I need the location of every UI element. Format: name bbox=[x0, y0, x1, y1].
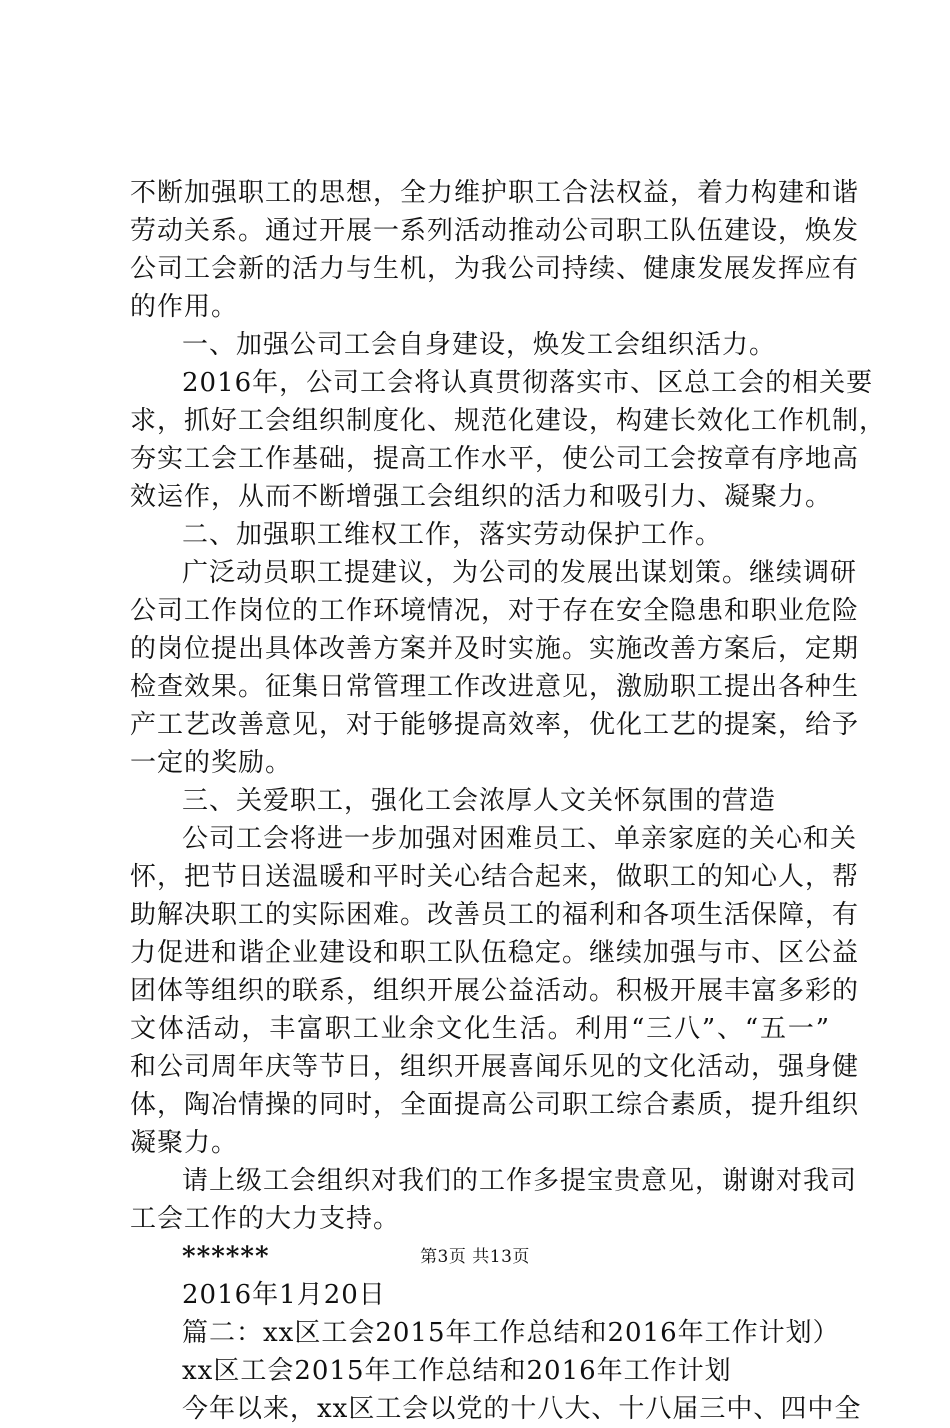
text-line: 劳动关系。通过开展一系列活动推动公司职工队伍建设，焕发 bbox=[130, 216, 860, 246]
text-line: 今年以来，xx区工会以党的十八大、十八届三中、四中全 bbox=[182, 1394, 862, 1424]
text-line: 公司工会新的活力与生机，为我公司持续、健康发展发挥应有 bbox=[130, 254, 860, 284]
text-line: 和公司周年庆等节日，组织开展喜闻乐见的文化活动，强身健 bbox=[130, 1052, 860, 1082]
text-line: 广泛动员职工提建议，为公司的发展出谋划策。继续调研 bbox=[182, 558, 858, 588]
section-heading: 二、加强职工维权工作，落实劳动保护工作。 bbox=[182, 520, 723, 550]
text-line: 公司工会将进一步加强对困难员工、单亲家庭的关心和关 bbox=[182, 824, 858, 854]
text-line: 效运作，从而不断增强工会组织的活力和吸引力、凝聚力。 bbox=[130, 482, 833, 512]
text-line: 一定的奖励。 bbox=[130, 748, 293, 778]
signature-mark: ****** bbox=[182, 1242, 270, 1272]
text-line: 力促进和谐企业建设和职工队伍稳定。继续加强与市、区公益 bbox=[130, 938, 860, 968]
section-heading: 一、加强公司工会自身建设，焕发工会组织活力。 bbox=[182, 330, 777, 360]
text-line: 检查效果。征集日常管理工作改进意见，激励职工提出各种生 bbox=[130, 672, 860, 702]
section-heading: 三、关爱职工，强化工会浓厚人文关怀氛围的营造 bbox=[182, 786, 777, 816]
text-line: 产工艺改善意见，对于能够提高效率，优化工艺的提案，给予 bbox=[130, 710, 860, 740]
text-line: 不断加强职工的思想，全力维护职工合法权益，着力构建和谐 bbox=[130, 178, 860, 208]
text-line: 怀，把节日送温暖和平时关心结合起来，做职工的知心人，帮 bbox=[130, 862, 860, 892]
text-line: 凝聚力。 bbox=[130, 1128, 239, 1158]
text-line: 的作用。 bbox=[130, 292, 239, 322]
document-date: 2016年1月20日 bbox=[182, 1280, 386, 1310]
next-section-subtitle: xx区工会2015年工作总结和2016年工作计划 bbox=[182, 1356, 732, 1386]
text-line: 求，抓好工会组织制度化、规范化建设，构建长效化工作机制， bbox=[130, 406, 887, 436]
text-line: 团体等组织的联系，组织开展公益活动。积极开展丰富多彩的 bbox=[130, 976, 860, 1006]
text-line: 2016年，公司工会将认真贯彻落实市、区总工会的相关要 bbox=[182, 368, 874, 398]
text-line: 请上级工会组织对我们的工作多提宝贵意见，谢谢对我司 bbox=[182, 1166, 858, 1196]
text-line: 文体活动，丰富职工业余文化生活。利用“三八”、“五一” bbox=[130, 1014, 830, 1044]
text-line: 助解决职工的实际困难。改善员工的福利和各项生活保障，有 bbox=[130, 900, 860, 930]
text-line: 工会工作的大力支持。 bbox=[130, 1204, 401, 1234]
page-number-footer: 第3页 共13页 bbox=[420, 1247, 530, 1267]
next-section-title: 篇二：xx区工会2015年工作总结和2016年工作计划） bbox=[182, 1318, 840, 1348]
text-line: 体，陶冶情操的同时，全面提高公司职工综合素质，提升组织 bbox=[130, 1090, 860, 1120]
text-line: 夯实工会工作基础，提高工作水平，使公司工会按章有序地高 bbox=[130, 444, 860, 474]
text-line: 公司工作岗位的工作环境情况，对于存在安全隐患和职业危险 bbox=[130, 596, 860, 626]
text-line: 的岗位提出具体改善方案并及时实施。实施改善方案后，定期 bbox=[130, 634, 860, 664]
